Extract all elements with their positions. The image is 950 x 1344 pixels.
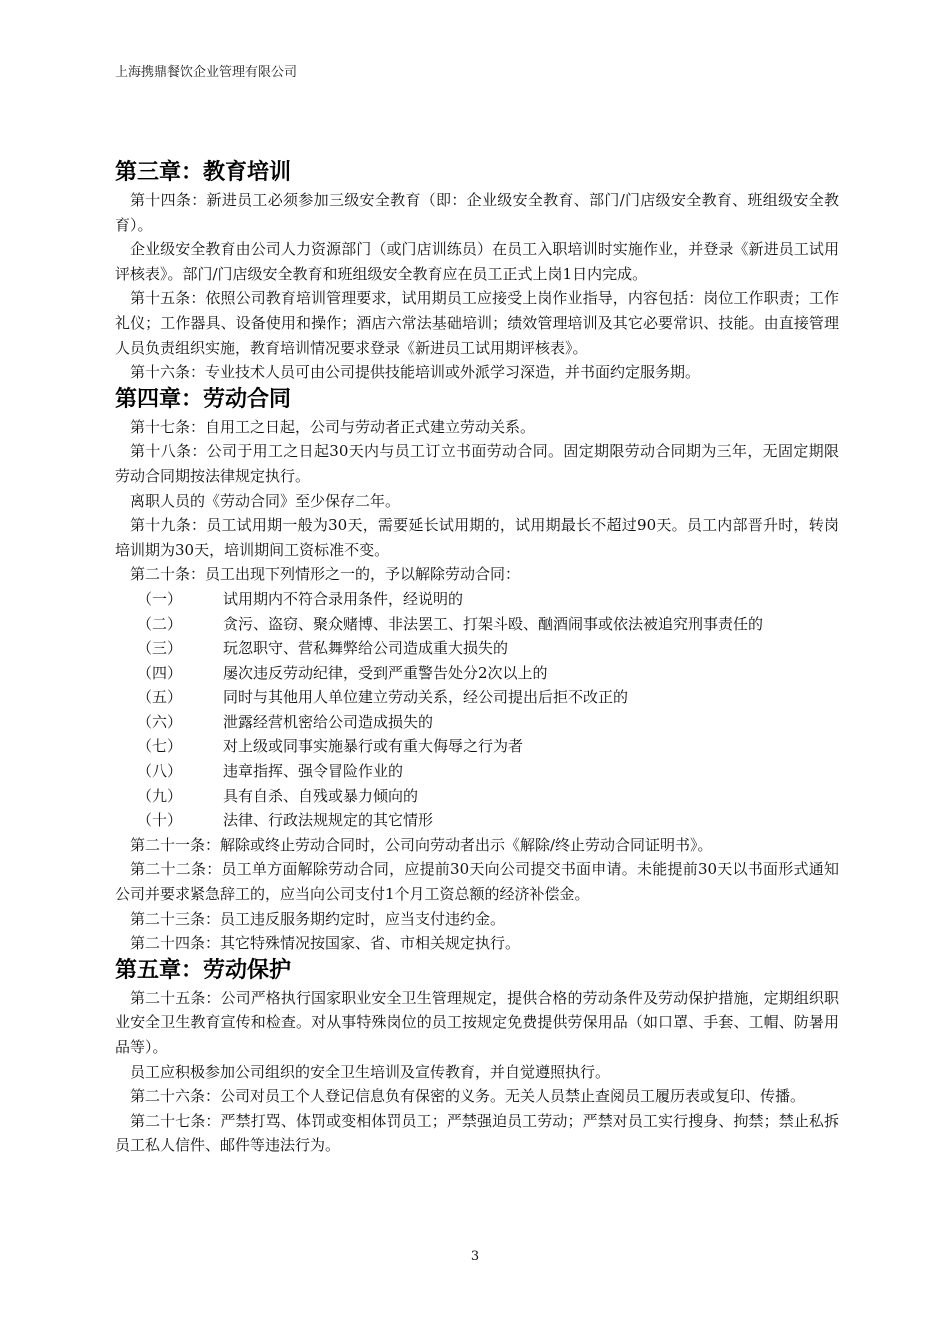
list-item xyxy=(115,710,839,735)
chapter-5-title: 第五章：劳动保护 xyxy=(115,957,292,983)
paragraph: 离职人员的《劳动合同》至少保存二年。 xyxy=(130,491,401,510)
article-27: 第二十七条：严禁打骂、体罚或变相体罚员工；严禁强迫员工劳动；严禁对员工实行搜身、拘禁；禁止私拆员工私人信件、邮件等违法行为。 xyxy=(115,1111,839,1155)
list-item-number: （八） xyxy=(137,762,183,781)
list-item-number: （三） xyxy=(137,639,183,658)
article-21: 第二十一条：解除或终止劳动合同时，公司向劳动者出示《解除/终止劳动合同证明书》。 xyxy=(130,835,713,854)
list-item-text: 玩忽职守、营私舞弊给公司造成重大损失的 xyxy=(223,639,509,658)
list-item xyxy=(115,587,839,612)
list-item-text: 对上级或同事实施暴行或有重大侮辱之行为者 xyxy=(223,737,524,756)
article-15: 第十五条：依照公司教育培训管理要求，试用期员工应接受上岗作业指导，内容包括：岗位工作职责；工作礼仪；工作器具、设备使用和操作；酒店六常法基础培训；绩效管理培训及其它必要常识、技能。由直接管理人员负责组织实施，教育培训情况要求登录《新进员工试用期评核表》。 xyxy=(115,289,839,357)
paragraph: 企业级安全教育由公司人力资源部门（或门店训练员）在员工入职培训时实施作业，并登录《新进员工试用评核表》。部门/门店级安全教育和班组级安全教育应在员工正式上岗1日内完成。 xyxy=(115,240,839,283)
page-number: 3 xyxy=(470,1249,480,1264)
list-item-number: （九） xyxy=(137,786,183,805)
paragraph: 员工应积极参加公司组织的安全卫生培训及宣传教育，并自觉遵照执行。 xyxy=(130,1062,611,1081)
list-item-number: （六） xyxy=(137,712,183,731)
list-item-number: （四） xyxy=(137,663,183,682)
list-item xyxy=(115,612,839,637)
list-item xyxy=(115,685,839,710)
article-24: 第二十四条：其它特殊情况按国家、省、市相关规定执行。 xyxy=(130,934,521,953)
list-item xyxy=(115,636,839,661)
chapter-4-title: 第四章：劳动合同 xyxy=(115,386,292,412)
list-item xyxy=(115,808,839,833)
list-item-text: 具有自杀、自残或暴力倾向的 xyxy=(223,786,419,805)
list-item-number: （七） xyxy=(137,737,183,756)
article-25: 第二十五条：公司严格执行国家职业安全卫生管理规定，提供合格的劳动条件及劳动保护措施，定期组织职业安全卫生教育宣传和检查。对从事特殊岗位的员工按规定免费提供劳保用品（如口罩、手套、工帽、防暑用品等）。 xyxy=(115,988,839,1056)
article-16: 第十六条：专业技术人员可由公司提供技能培训或外派学习深造，并书面约定服务期。 xyxy=(130,363,701,382)
list-item-number: （十） xyxy=(137,811,183,830)
chapter-3-title: 第三章：教育培训 xyxy=(115,160,292,185)
article-26: 第二十六条：公司对员工个人登记信息负有保密的义务。无关人员禁止查阅员工履历表或复印、传播。 xyxy=(130,1087,806,1106)
list-item-number: （五） xyxy=(137,688,183,707)
list-item-text: 贪污、盗窃、聚众赌博、非法罢工、打架斗殴、酗酒闹事或依法被追究刑事责任的 xyxy=(223,614,764,633)
article-14: 第十四条：新进员工必须参加三级安全教育（即：企业级安全教育、部门/门店级安全教育、班组级安全教育）。 xyxy=(115,191,839,234)
list-item-number: （二） xyxy=(137,614,183,633)
list-item-text: 同时与其他用人单位建立劳动关系，经公司提出后拒不改正的 xyxy=(223,688,629,707)
list-item-text: 泄露经营机密给公司造成损失的 xyxy=(223,712,434,731)
list-item-text: 法律、行政法规规定的其它情形 xyxy=(223,811,434,830)
list-item-text: 屡次违反劳动纪律，受到严重警告处分2次以上的 xyxy=(223,663,548,682)
list-item xyxy=(115,784,839,809)
page-header: 上海携鼎餐饮企业管理有限公司 xyxy=(115,65,298,80)
list-item-text: 违章指挥、强令冒险作业的 xyxy=(223,762,404,781)
article-22: 第二十二条：员工单方面解除劳动合同，应提前30天向公司提交书面申请。未能提前30天以书面形式通知公司并要求紧急辞工的，应当向公司支付1个月工资总额的经济补偿金。 xyxy=(115,860,839,904)
document-body xyxy=(115,158,839,1158)
article-23: 第二十三条：员工违反服务期约定时，应当支付违约金。 xyxy=(130,909,506,928)
list-item-number: （一） xyxy=(137,589,183,608)
list-item-text: 试用期内不符合录用条件，经说明的 xyxy=(223,589,464,608)
article-18: 第十八条：公司于用工之日起30天内与员工订立书面劳动合同。固定期限劳动合同期为三年，无固定期限劳动合同期按法律规定执行。 xyxy=(115,442,839,485)
article-17: 第十七条：自用工之日起，公司与劳动者正式建立劳动关系。 xyxy=(130,417,536,436)
list-item xyxy=(115,759,839,784)
article-19: 第十九条：员工试用期一般为30天，需要延长试用期的，试用期最长不超过90天。员工内部晋升时，转岗培训期为30天，培训期间工资标准不变。 xyxy=(115,516,839,559)
list-item xyxy=(115,734,839,759)
article-20: 第二十条：员工出现下列情形之一的，予以解除劳动合同： xyxy=(130,565,521,584)
list-item xyxy=(115,661,839,686)
